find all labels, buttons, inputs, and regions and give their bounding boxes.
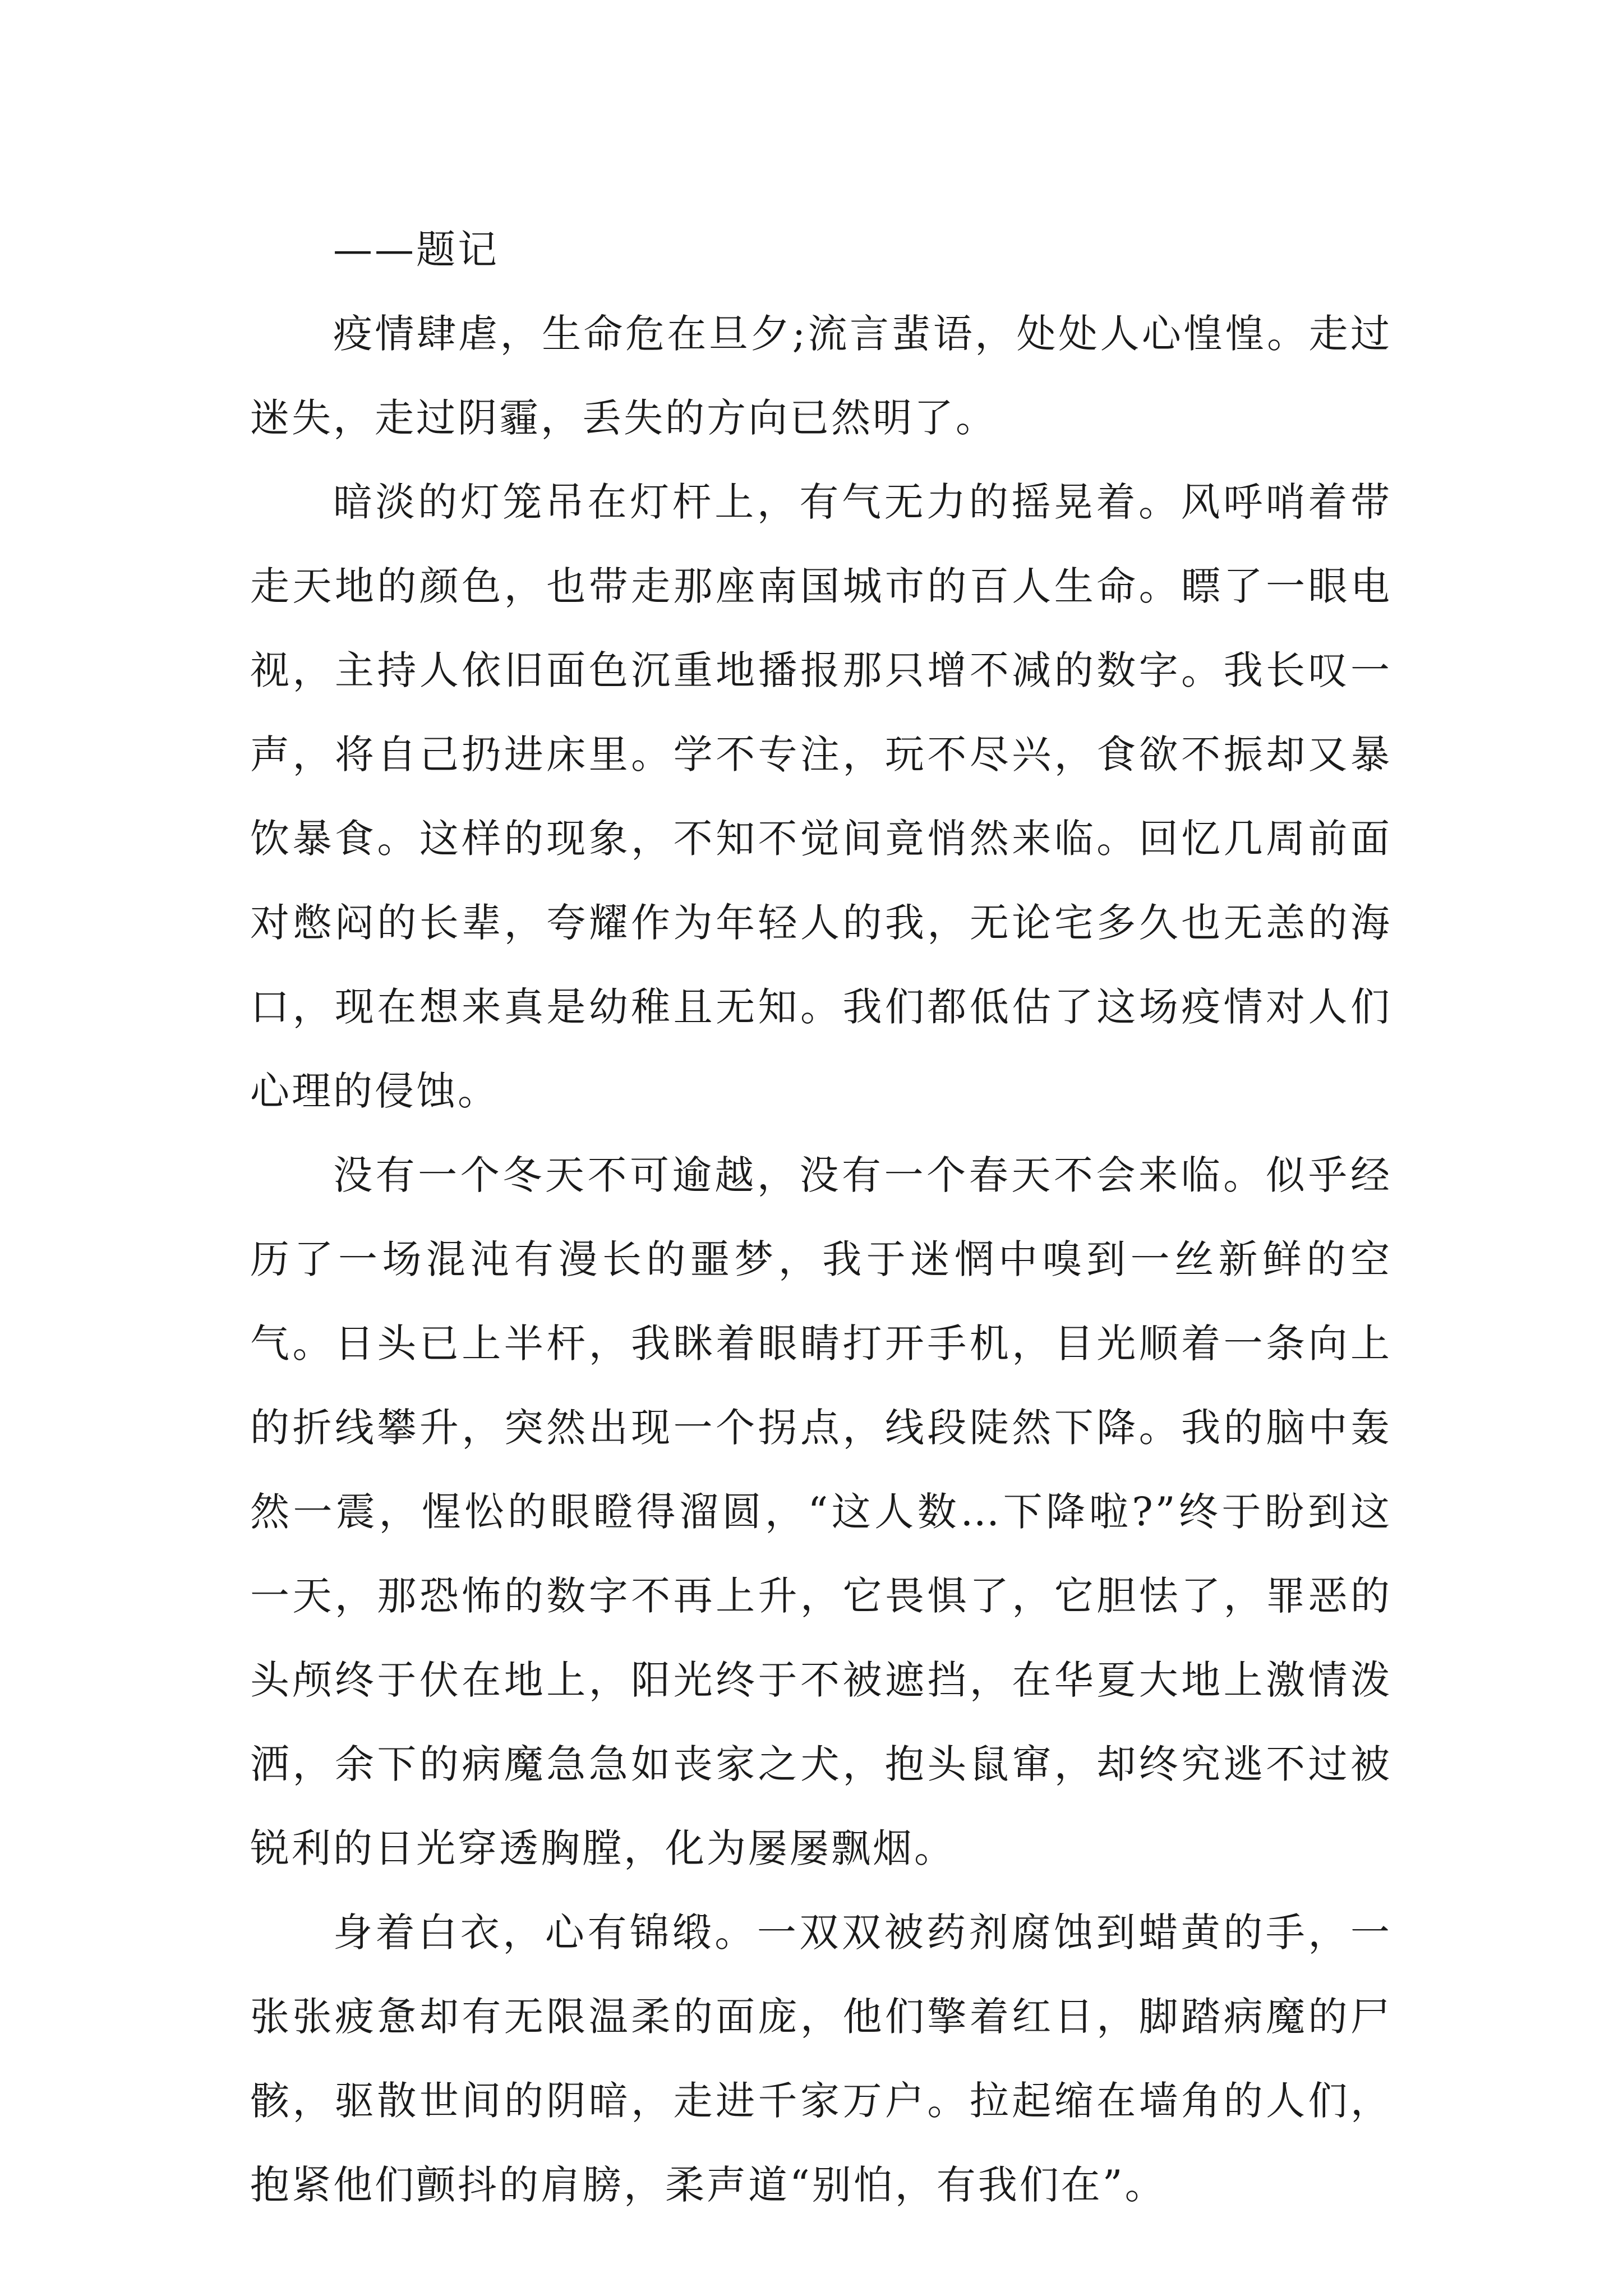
paragraph-3: 没有一个冬天不可逾越，没有一个春天不会来临。似乎经历了一场混沌有漫长的噩梦，我于迷惘中嗅到一丝新鲜的空气。日头已上半杆，我眯着眼睛打开手机，目光顺着一条向上的折线攀升，突然出现一个拐点，线段陡然下降。我的脑中轰然一震，惺忪的眼瞪得溜圆，“这人数…下降啦?”终于盼到这一天，那恐怖的数字不再上升，它畏惧了，它胆怯了，罪恶的头颅终于伏在地上，阳光终于不被遮挡，在华夏大地上激情泼洒，余下的病魔急急如丧家之犬，抱头鼠窜，却终究逃不过被锐利的日光穿透胸膛，化为屡屡飘烟。 <box>250 1152 1392 1871</box>
paragraph-4: 身着白衣，心有锦缎。一双双被药剂腐蚀到蜡黄的手，一张张疲惫却有无限温柔的面庞，他们擎着红日，脚踏病魔的尸骸，驱散世间的阴暗，走进千家万户。拉起缩在墙角的人们，抱紧他们颤抖的肩膀，柔声道“别怕，有我们在”。 <box>250 1910 1392 2208</box>
paragraph-2: 暗淡的灯笼吊在灯杆上，有气无力的摇晃着。风呼哨着带走天地的颜色，也带走那座南国城市的百人生命。瞟了一眼电视，主持人依旧面色沉重地播报那只增不减的数字。我长叹一声，将自己扔进床里。学不专注，玩不尽兴，食欲不振却又暴饮暴食。这样的现象，不知不觉间竟悄然来临。回忆几周前面对憋闷的长辈，夸耀作为年轻人的我，无论宅多久也无恙的海口，现在想来真是幼稚且无知。我们都低估了这场疫情对人们心理的侵蚀。 <box>250 479 1392 1114</box>
essay-body <box>250 208 1392 2227</box>
epigraph: ——题记 <box>333 227 499 273</box>
paragraph-1: 疫情肆虐，生命危在旦夕;流言蜚语，处处人心惶惶。走过迷失，走过阴霾，丢失的方向已然明了。 <box>250 311 1392 441</box>
